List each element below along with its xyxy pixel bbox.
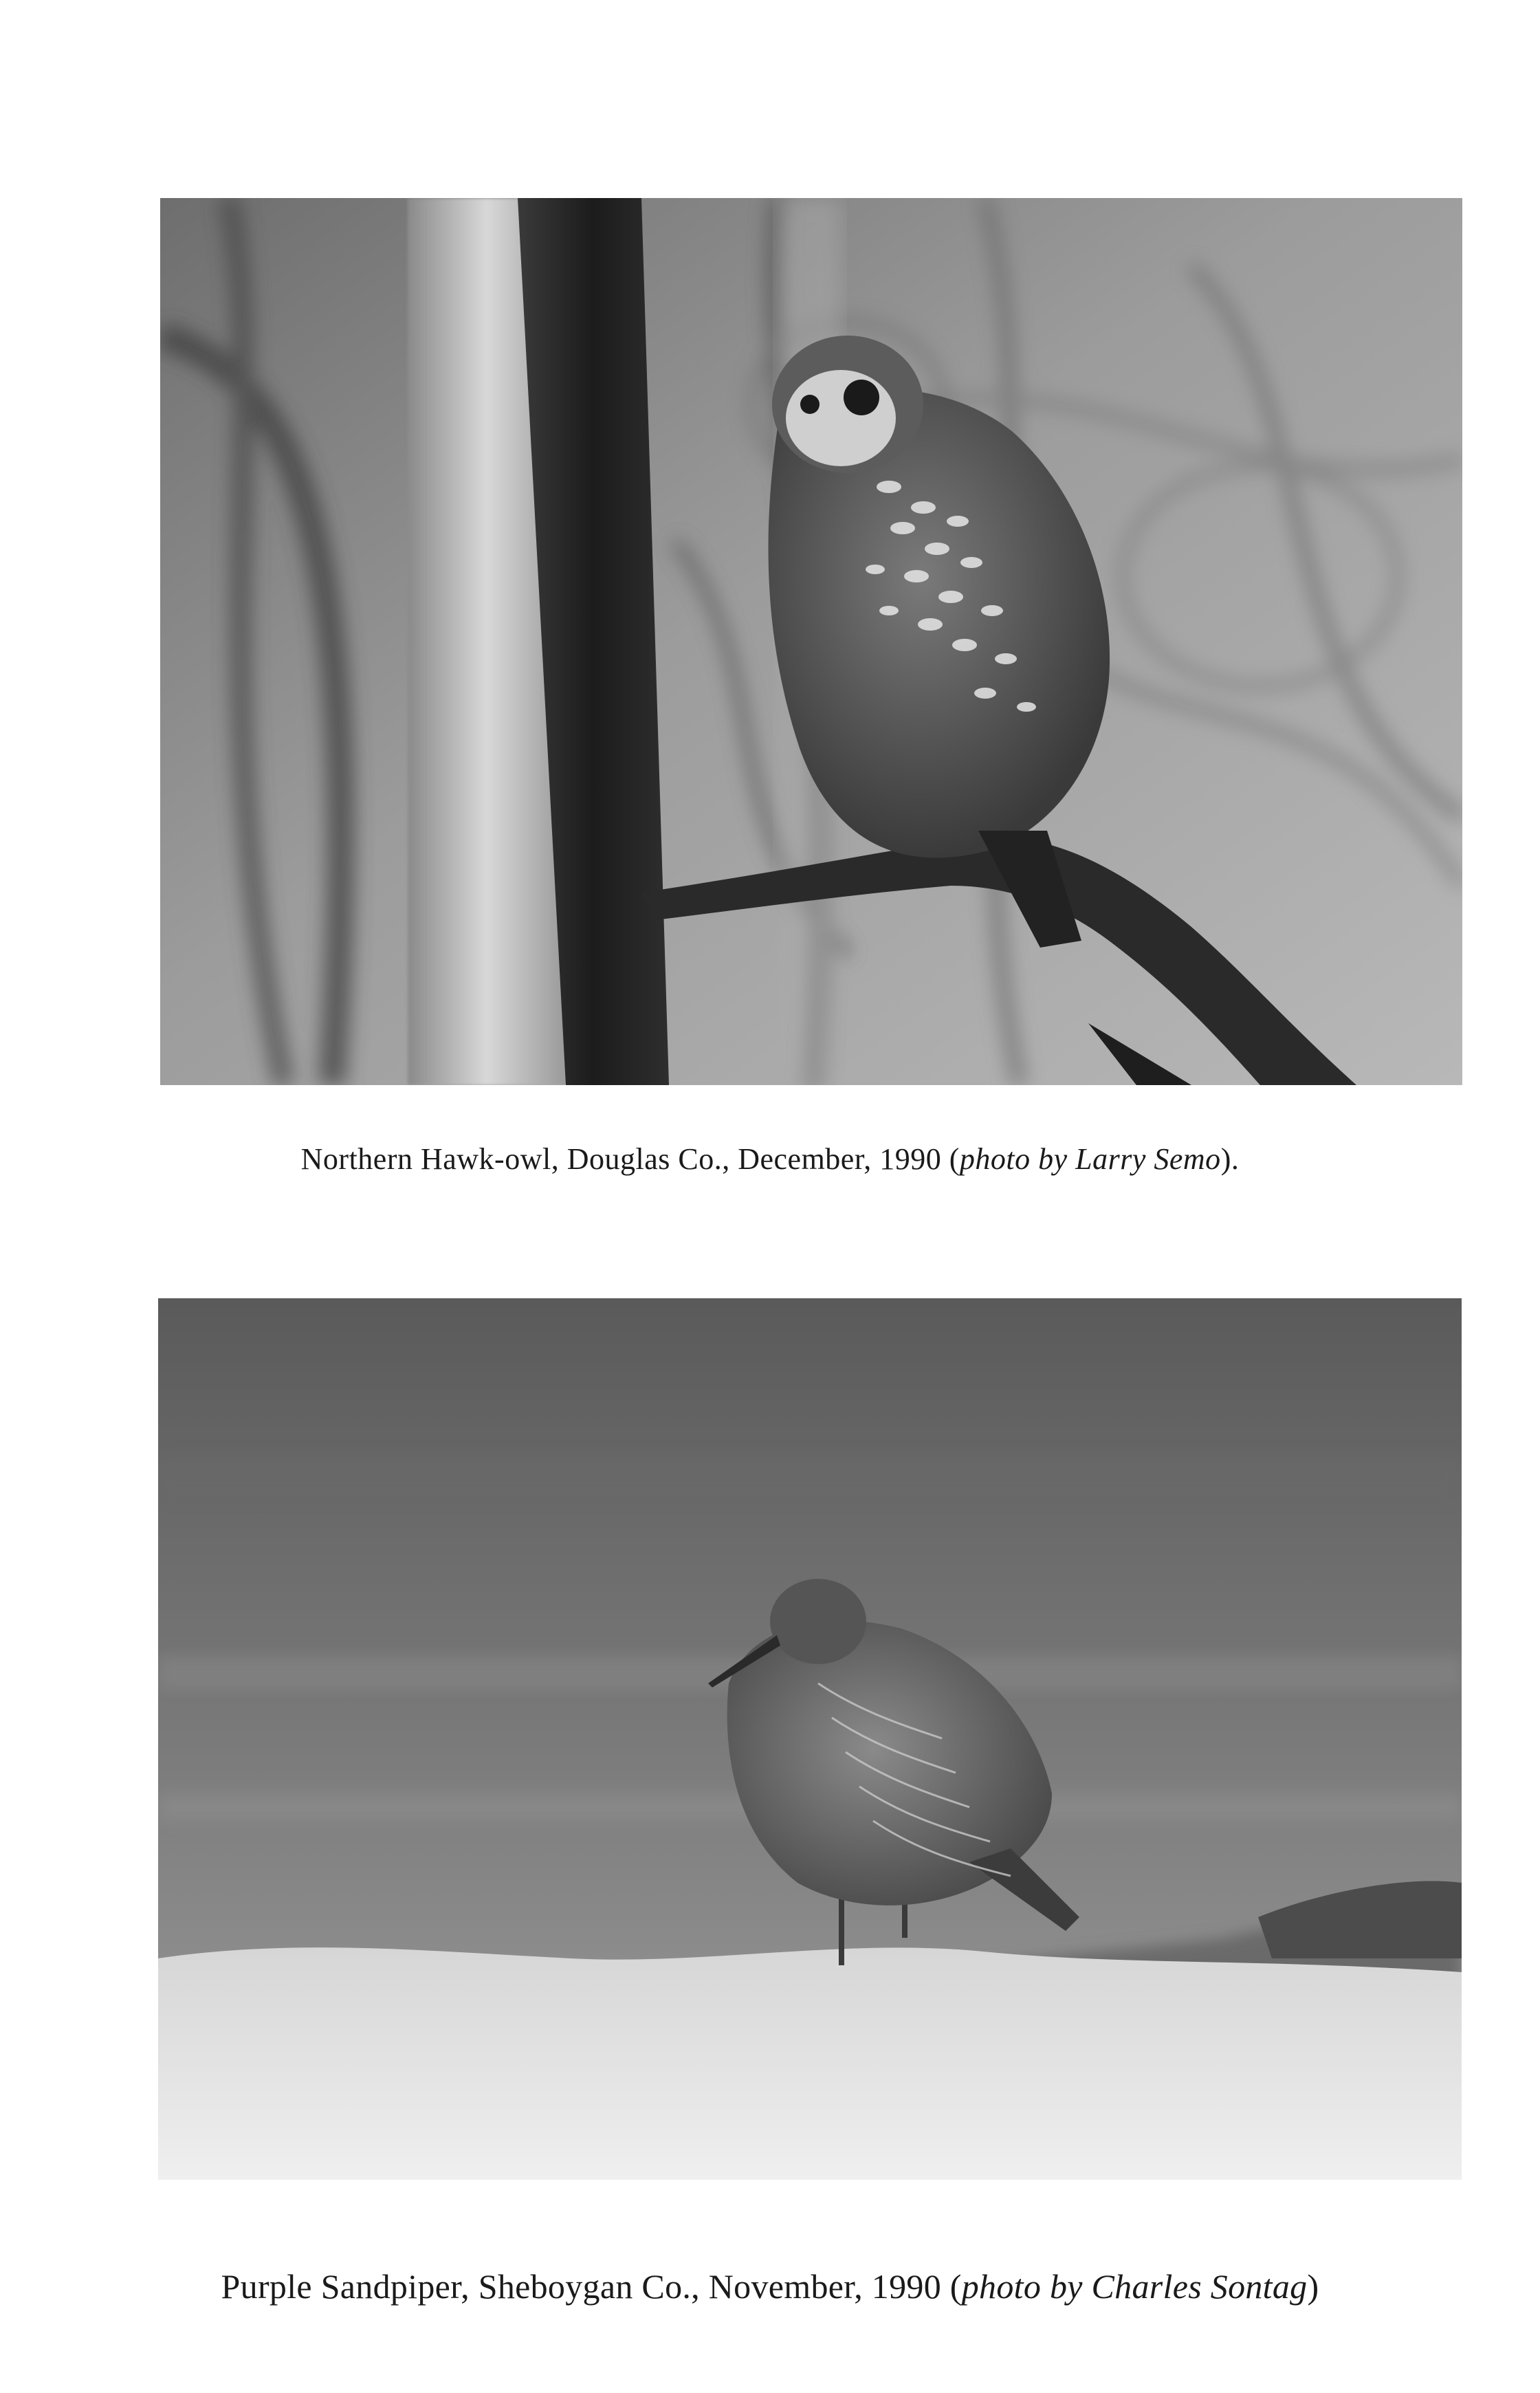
purple-sandpiper-caption-tail: )	[1307, 2267, 1319, 2306]
hawk-owl-photo	[160, 198, 1462, 1085]
purple-sandpiper-image	[158, 1298, 1462, 2180]
hawk-owl-caption-main: Northern Hawk-owl, Douglas Co., December, 1990 (	[300, 1142, 960, 1176]
hawk-owl-photo-credit: photo by Larry Semo	[959, 1142, 1221, 1176]
purple-sandpiper-caption-main: Purple Sandpiper, Sheboygan Co., November, 1990 (	[221, 2267, 962, 2306]
purple-sandpiper-photo-credit: photo by Charles Sontag	[961, 2267, 1308, 2306]
purple-sandpiper-photo	[158, 1298, 1462, 2180]
purple-sandpiper-caption	[0, 2266, 1540, 2306]
hawk-owl-image	[160, 198, 1462, 1085]
hawk-owl-caption	[0, 1141, 1540, 1177]
hawk-owl-caption-tail: ).	[1220, 1142, 1240, 1176]
